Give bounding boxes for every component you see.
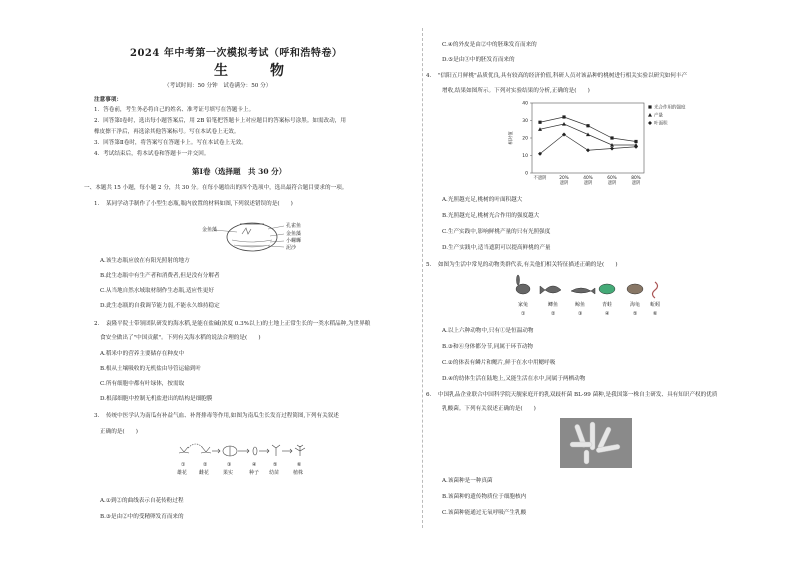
female-flower-icon [201, 447, 211, 453]
legend-label: 光合作用的强度 [654, 105, 686, 111]
stage-num: ⑤ [273, 462, 278, 468]
eel-icon [571, 288, 595, 294]
exam-info: （考试时间：50 分钟 试卷满分：50 分） [164, 83, 272, 89]
option: B.光照越充足,桃树光合作用的强度越大 [442, 213, 540, 219]
option: C.从当地自然水域取材制作生态瓶,适应性更好 [100, 288, 214, 294]
question-3-stem: 3． 传统中医学认为南瓜有补益气血、补肾排毒等作用,如图为南瓜生长发育过程简图,下列有关叙述 [94, 413, 339, 419]
question-4-stem-cont: 增收,结果如图所示。下列对实验结果的分析,正确的是( ) [442, 88, 590, 94]
stage-name: 幼苗 [269, 470, 280, 476]
data-point [634, 145, 638, 149]
y-tick-label: 10 [522, 154, 528, 160]
seed-icon [253, 447, 257, 455]
eco-bottle-figure [202, 214, 322, 254]
column-divider [422, 28, 423, 528]
question-4-stem: 4． "信阳五月鲜桃"品质优良,具有较高的经济价值,科研人员对该品种的桃树进行相关实验以研究如何丰产 [426, 73, 688, 79]
data-point [586, 148, 590, 152]
y-tick-label: 30 [522, 119, 528, 125]
legend-marker [648, 105, 651, 108]
option: C.生产实践中,影响鲜桃产量的只有光照强度 [442, 229, 551, 235]
notes-heading: 注意事项： [94, 97, 122, 103]
data-point [562, 115, 565, 118]
y-axis-label: 相对值 [509, 131, 514, 145]
data-point [634, 140, 637, 143]
x-tick-label: 20% [559, 176, 569, 181]
exam-subject: 生 物 [214, 63, 298, 79]
x-tick-label: 遮阴 [631, 181, 641, 186]
y-tick-label: 40 [522, 101, 528, 107]
y-tick-label: 0 [525, 171, 528, 177]
question-5-stem: 5． 如图为生活中常见的动物类群代表,有关他们相关特征描述正确的是( ) [426, 262, 618, 268]
option: C.④的外皮是由②中的胚珠发育而来的 [442, 42, 537, 48]
question-2-stem-cont: 食安全做出了"中国贡献"。下列有关海水稻的说法合理的是( ) [100, 335, 261, 341]
question-6-stem-cont: 乳酸菌。下列有关叙述正确的是( ) [442, 406, 536, 412]
animal-num: ① [521, 311, 526, 317]
legend-marker [648, 113, 652, 117]
data-point [538, 121, 541, 124]
stage-num: ④ [252, 462, 257, 468]
stage-name: 植株 [293, 470, 304, 476]
option: B.根从土壤吸收的无机盐由导管运输到叶 [100, 366, 201, 372]
option: D.此生态瓶的自我调节能力弱,不能永久维持稳定 [100, 303, 220, 309]
x-tick-label: 遮阴 [559, 181, 569, 186]
section-title: 第Ⅰ卷（选择题 共 30 分） [192, 167, 287, 176]
note-item: 4．考试结束后，将本试卷和答题卡一并交回。 [94, 151, 210, 157]
section-instruction: 一、本题共 15 小题，每小题 2 分，共 30 分。在每小题给出的四个选项中，选出最符合题目要求的一项。 [84, 185, 348, 191]
legend-label: 叶面积 [654, 121, 668, 127]
x-tick-label: 80% [631, 176, 641, 181]
question-2-stem: 2． 袁隆平院士带领团队研发的海水稻,是能在盐碱(浓度 0.3%以上)的土地上正常生长的一类水稻品种,为世界粮 [94, 321, 371, 327]
plot-frame [532, 103, 644, 173]
fig-label: 孔雀鱼 [286, 223, 302, 229]
option: B.③是由②中的受精卵发育而来的 [100, 514, 184, 520]
animal-num: ④ [605, 311, 610, 317]
option: A.以上六种动物中,只有①是恒温动物 [442, 328, 534, 334]
animal-num: ⑥ [653, 311, 658, 317]
stage-name: 雄花 [177, 470, 188, 476]
rabbit-icon [516, 284, 530, 294]
question-1-stem: 1． 某同学动手制作了小型生态瓶,瓶内放置的材料如图,下列叙述错误的是( ) [94, 201, 293, 207]
stage-num: ② [203, 462, 208, 468]
turtle-icon [627, 284, 643, 294]
option: B.该菌种的遗传物质位于细胞核内 [442, 494, 527, 500]
option: C.②的体表有鳞片和鳃片,鲜于在水中用鳃呼吸 [442, 360, 556, 366]
x-tick-label: 遮阴 [583, 181, 593, 186]
option: A.该菌种是一种真菌 [442, 478, 493, 484]
male-flower-icon [179, 447, 189, 453]
note-item: 1．答卷前，考生务必将自己的姓名、准考证号填写在答题卡上。 [94, 107, 255, 113]
data-point [586, 133, 590, 137]
plant-icon [295, 445, 305, 456]
y-tick-label: 20 [522, 136, 528, 142]
series-line [540, 117, 636, 142]
option: C.所有细胞中都有叶绿体，按需取 [100, 381, 185, 387]
animal-name: 蚯蚓 [650, 302, 661, 308]
exam-title: 2024 年中考第一次模拟考试（呼和浩特卷） [130, 48, 343, 59]
option: D.根部细胞中控制无机盐进出的结构是细胞膜 [100, 396, 213, 402]
animal-num: ⑤ [633, 311, 638, 317]
peach-shading-chart [504, 99, 704, 191]
animal-name: 鲸鱼 [575, 302, 586, 308]
data-point [562, 122, 566, 126]
option: D.④的幼体生活在陆地上,又能生活在水中,同属于两栖动物 [442, 376, 586, 382]
note-item: 3．回答第Ⅱ卷时，将答案写在答题卡上。写在本试卷上无效。 [94, 140, 247, 146]
fig-label: 小螺蛳 [286, 238, 302, 244]
earthworm-icon [653, 282, 658, 298]
animal-name: 海龟 [630, 302, 641, 308]
left-column [82, 0, 422, 562]
stage-name: 种子 [249, 470, 260, 476]
animal-num: ② [551, 311, 556, 317]
stage-num: ① [181, 462, 186, 468]
option: D.生产实践中,适当遮阴可以提高鲜桃的产量 [442, 245, 551, 251]
animal-num: ③ [578, 311, 583, 317]
legend-label: 产量 [654, 113, 663, 119]
option: D.⑤是由③中的胚发育而来的 [442, 57, 515, 63]
question-6-stem: 6． 中国乳品企业联合中国科学院天舰家庭开的乳双歧杆菌 BL-99 菌种,是我国第一株自主研发、具有知识产权的优质 [426, 392, 718, 398]
fig-label: 金鱼藻 [202, 227, 218, 233]
option: A.①到②的曲线表示自花传粉过程 [100, 498, 184, 504]
note-item: 2．回答第Ⅰ卷时，选出每小题答案后，用 2B 铅笔把答题卡上对应题目的答案标号涂黑。如需改动，用 [94, 118, 346, 124]
animals-figure [509, 274, 709, 322]
animal-name: 家兔 [518, 302, 529, 308]
stage-num: ③ [227, 462, 232, 468]
option: B.③和⑥身体都分节,同属于环节动物 [442, 344, 533, 350]
data-point [610, 147, 614, 151]
option: B.此生态瓶中有生产者和消费者,但是没有分解者 [100, 273, 220, 279]
x-tick-label: 60% [607, 176, 617, 181]
bacteria-micrograph [560, 418, 632, 468]
crucian-carp-icon [540, 286, 561, 294]
data-point [586, 124, 589, 127]
option: A.光照越充足,桃树的叶面积越大 [442, 197, 523, 203]
stage-name: 果实 [223, 470, 234, 476]
fig-label: 泥沙 [286, 245, 297, 251]
animal-name: 鲫鱼 [548, 302, 559, 308]
question-3-stem-cont: 正确的是( ) [100, 429, 138, 435]
stage-num: ⑥ [297, 462, 302, 468]
x-tick-label: 遮阴 [607, 181, 617, 186]
option: A.稻米中的营养主要储存在种皮中 [100, 351, 185, 357]
x-tick-label: 40% [583, 176, 593, 181]
seedling-icon [272, 445, 280, 456]
frog-icon [599, 284, 615, 294]
note-item: 橡皮擦干净后，再选涂其他答案标号。写在本试卷上无效。 [94, 129, 240, 135]
right-column [424, 0, 764, 562]
option: C.该菌种能通过无氧呼吸产生乳酸 [442, 510, 527, 516]
data-point [610, 136, 613, 139]
animal-name: 青蛙 [602, 302, 613, 308]
option: A.该生态瓶应放在有阳光照射的地方 [100, 258, 190, 264]
fig-label: 金鱼藻 [286, 231, 302, 237]
pumpkin-lifecycle-figure [172, 440, 332, 484]
legend-marker [648, 121, 652, 125]
x-tick-label: 不遮阴 [533, 176, 547, 181]
stage-name: 雌花 [199, 470, 210, 476]
